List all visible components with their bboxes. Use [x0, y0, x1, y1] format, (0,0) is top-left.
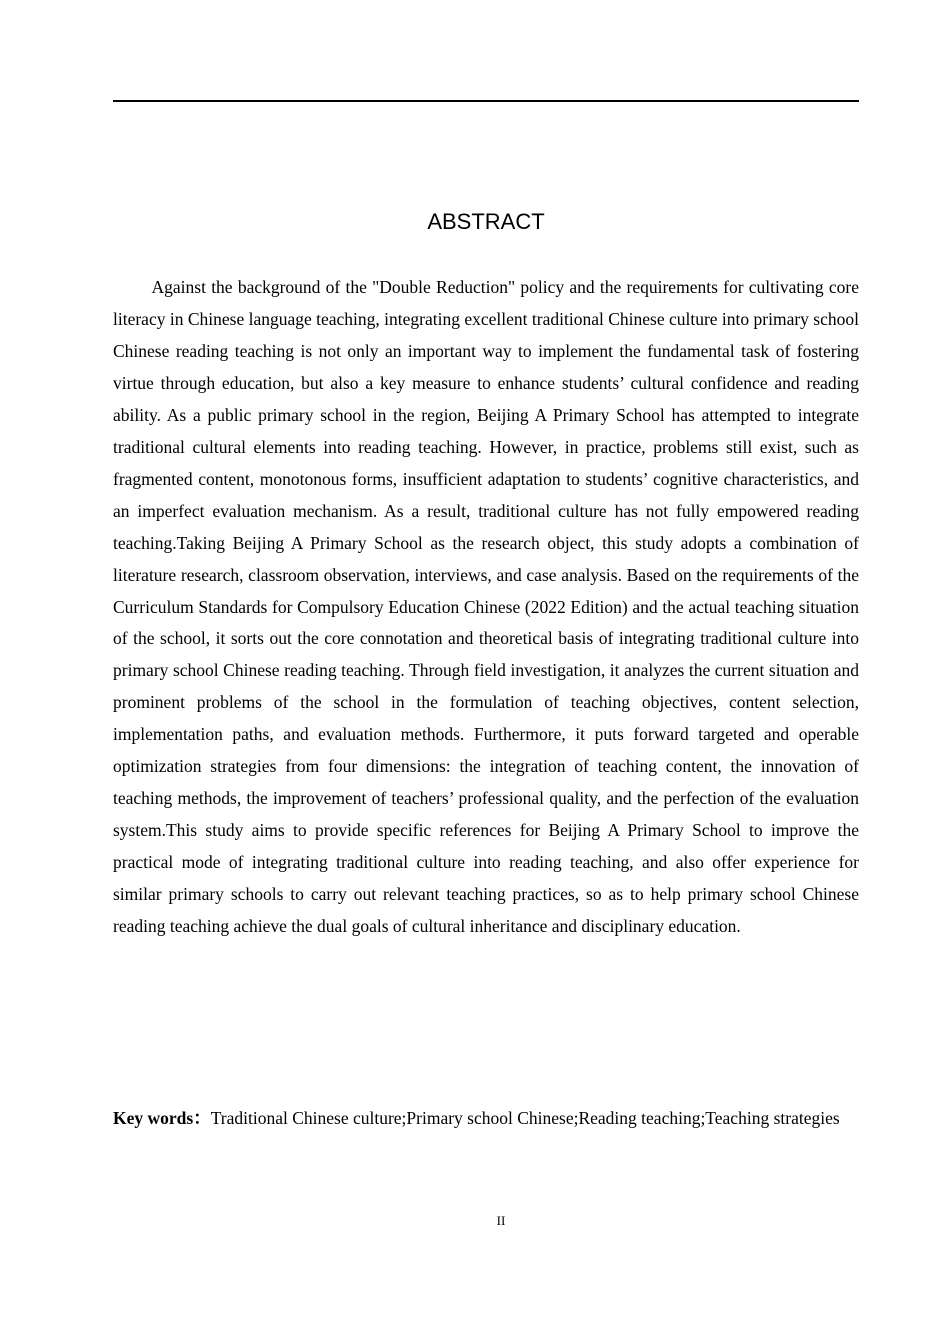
- abstract-title: ABSTRACT: [427, 209, 545, 234]
- page-number: II: [496, 1213, 506, 1228]
- keywords-text: Traditional Chinese culture;Primary school Chinese;Reading teaching;Teaching strategies: [210, 1108, 840, 1128]
- header-rule: [113, 100, 859, 102]
- abstract-body: Against the background of the "Double Reduction" policy and the requirements for cultivating core literacy in Chinese language teaching, integrating excellent traditional Chinese culture into primary school Chinese reading teaching is not only an important way to implement the fundamental task of fostering virtue through education, but also a key measure to enhance students’ cultural confidence and reading ability. As a public primary school in the region, Beijing A Primary School has attempted to integrate traditional cultural elements into reading teaching. However, in practice, problems still exist, such as fragmented content, monotonous forms, insufficient adaptation to students’ cognitive characteristics, and an imperfect evaluation mechanism. As a result, traditional culture has not fully empowered reading teaching.Taking Beijing A Primary School as the research object, this study adopts a combination of literature research, classroom observation, interviews, and case analysis. Based on the requirements of the Curriculum Standards for Compulsory Education Chinese (2022 Edition) and the actual teaching situation of the school, it sorts out the core connotation and theoretical basis of integrating traditional culture into primary school Chinese reading teaching. Through field investigation, it analyzes the current situation and prominent problems of the school in the formulation of teaching objectives, content selection, implementation paths, and evaluation methods. Furthermore, it puts forward targeted and operable optimization strategies from four dimensions: the integration of teaching content, the innovation of teaching methods, the improvement of teachers’ professional quality, and the perfection of the evaluation system.This study aims to provide specific references for Beijing A Primary School to improve the practical mode of integrating traditional culture into reading teaching, and also offer experience for similar primary schools to carry out relevant teaching practices, so as to help primary school Chinese reading teaching achieve the dual goals of cultural inheritance and disciplinary education.: [113, 277, 859, 937]
- keywords-paragraph: [113, 1102, 859, 1134]
- keywords-label: Key words：: [113, 1108, 211, 1128]
